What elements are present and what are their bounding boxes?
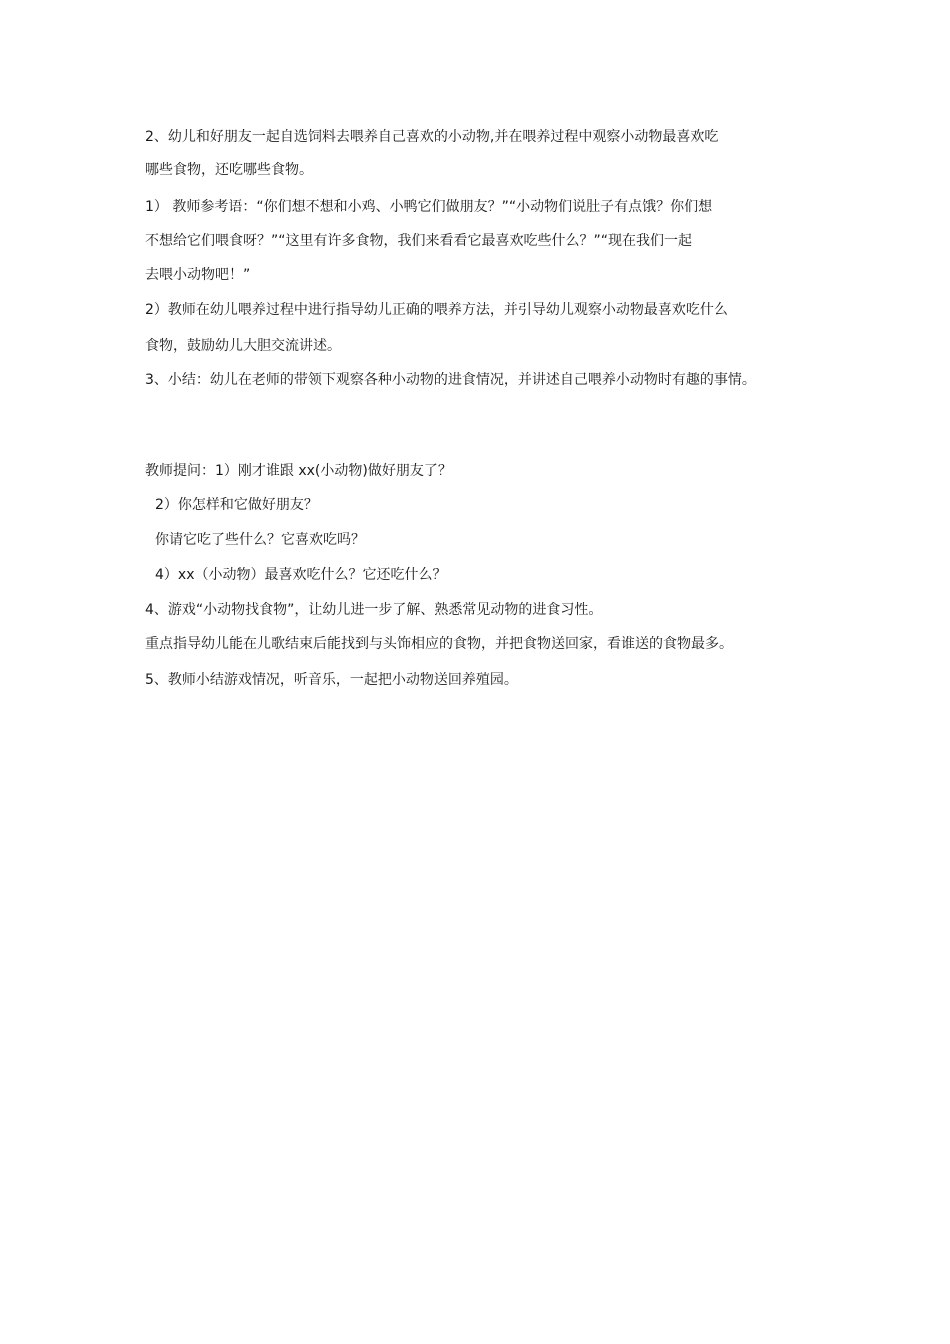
paragraph-game-step-4: 4、游戏“小动物找食物”，让幼儿进一步了解、熟悉常见动物的进食习性。 [145, 602, 603, 618]
paragraph-teacher-reference-line-1: 1） 教师参考语：“你们想不想和小鸡、小鸭它们做朋友？”“小动物们说肚子有点饿？你们想 [145, 199, 713, 215]
paragraph-guidance-line-2: 食物，鼓励幼儿大胆交流讲述。 [145, 338, 341, 354]
paragraph-step-2-line-2: 哪些食物，还吃哪些食物。 [145, 162, 313, 178]
paragraph-step-2-line-1: 2、幼儿和好朋友一起自选饲料去喂养自己喜欢的小动物,并在喂养过程中观察小动物最喜欢吃 [145, 129, 719, 145]
teacher-question-4: 4）xx（小动物）最喜欢吃什么？它还吃什么？ [155, 567, 447, 583]
paragraph-teacher-reference-line-2: 不想给它们喂食呀？”“这里有许多食物，我们来看看它最喜欢吃些什么？”“现在我们一起 [145, 233, 693, 249]
paragraph-summary-step-3: 3、小结：幼儿在老师的带领下观察各种小动物的进食情况，并讲述自己喂养小动物时有趣的事情。 [145, 372, 756, 388]
paragraph-guidance-line-1: 2）教师在幼儿喂养过程中进行指导幼儿正确的喂养方法，并引导幼儿观察小动物最喜欢吃什么 [145, 302, 728, 318]
paragraph-step-5: 5、教师小结游戏情况，听音乐，一起把小动物送回养殖园。 [145, 672, 518, 688]
paragraph-key-guidance: 重点指导幼儿能在儿歌结束后能找到与头饰相应的食物，并把食物送回家，看谁送的食物最多。 [145, 636, 733, 652]
teacher-question-1: 教师提问：1）刚才谁跟 xx(小动物)做好朋友了？ [145, 463, 452, 479]
teacher-question-3: 你请它吃了些什么？它喜欢吃吗？ [155, 532, 365, 548]
teacher-question-2: 2）你怎样和它做好朋友？ [155, 497, 318, 513]
paragraph-teacher-reference-line-3: 去喂小动物吧！” [145, 267, 251, 283]
